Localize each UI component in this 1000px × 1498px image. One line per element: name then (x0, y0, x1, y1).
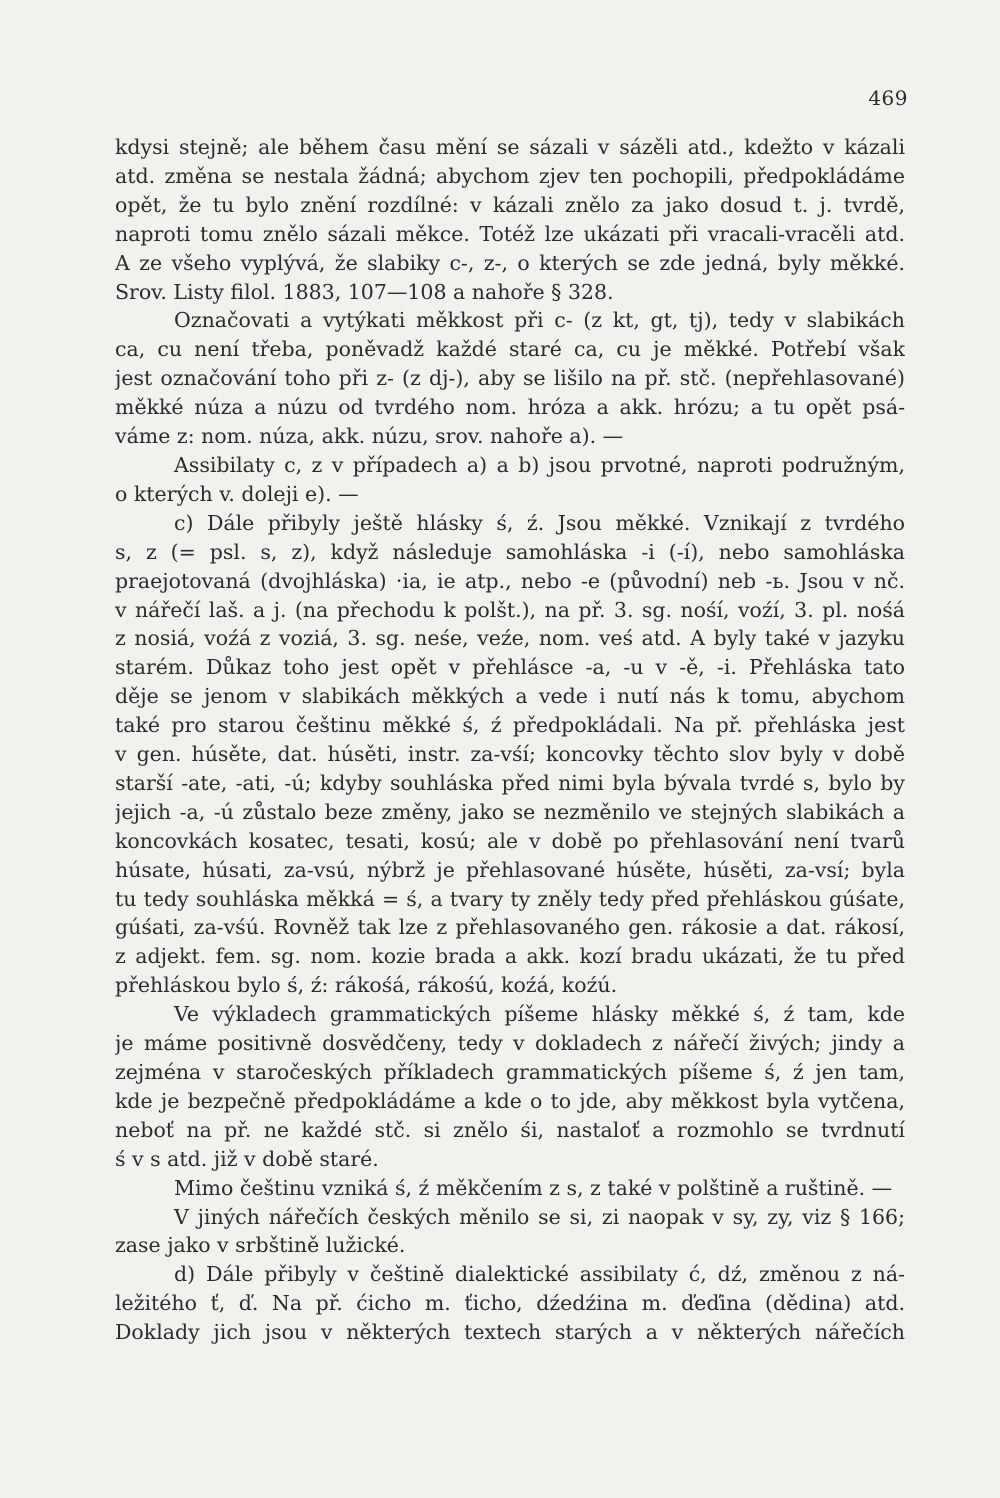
text-line: zejména v staročeských příkladech grammatických píšeme ś, ź jen tam, (115, 1060, 905, 1084)
text-line: také pro starou češtinu měkké ś, ź předpokládali. Na př. přehláska jest (115, 713, 905, 738)
text-line: ca, cu není třeba, poněvadž každé staré ca, cu je měkké. Potřebí však (115, 337, 905, 362)
text-line: z nosiá, voźá z voziá, 3. sg. neśe, veźe, nom. veś atd. A byly také v jazyku (115, 626, 905, 651)
text-line: Mimo češtinu vzniká ś, ź měkčením z s, z také v polštině a ruštině. — (174, 1175, 893, 1200)
text-line: s, z (= psl. s, z), když následuje samohláska -i (-í), nebo samohláska (115, 539, 905, 564)
text-line: z adjekt. fem. sg. nom. kozie brada a akk. kozí bradu ukázati, že tu před (115, 944, 905, 969)
text-line: koncovkách kosatec, tesati, kosú; ale v době po přehlasování není tvarů (115, 828, 905, 853)
text-line: Označovati a vytýkati měkkost při c- (z kt, gt, tj), tedy v slabikách (174, 308, 905, 333)
text-line: jest označování toho při z- (z dj-), aby se lišilo na př. stč. (nepřehlasované) (115, 366, 905, 391)
text-line: je máme positivně dosvědčeny, tedy v dokladech z nářečí živých; jindy a (115, 1031, 905, 1056)
text-line: děje se jenom v slabikách měkkých a vede i nutí nás k tomu, abychom (115, 684, 905, 709)
text-line: d) Dále přibyly v češtině dialektické assibilaty ć, dź, změnou z ná- (174, 1262, 905, 1287)
text-line: starší -ate, -ati, -ú; kdyby souhláska před nimi byla bývala tvrdé s, bylo by (115, 770, 905, 795)
text-line: kdysi stejně; ale během času mění se sázali v sázěli atd., kdežto v kázali (115, 135, 905, 159)
text-line: V jiných nářečích českých měnilo se si, zi naopak v sy, zy, viz § 166; (174, 1204, 905, 1229)
text-line: ś v s atd. již v době staré. (115, 1146, 379, 1171)
text-line: váme z: nom. núza, akk. núzu, srov. nahoře a). — (115, 424, 624, 449)
body-text (115, 133, 905, 1347)
text-line: měkké núza a núzu od tvrdého nom. hróza a akk. hrózu; a tu opět psá- (115, 395, 905, 420)
text-line: A ze všeho vyplývá, že slabiky c-, z-, o kterých se zde jedná, byly měkké. (115, 250, 905, 275)
text-line: Assibilaty c, z v případech a) a b) jsou prvotné, naproti podružným, (174, 452, 905, 477)
text-line: naproti tomu znělo sázali měkce. Totéž lze ukázati při vracali-vracěli atd. (115, 221, 905, 246)
text-line: Ve výkladech grammatických píšeme hlásky měkké ś, ź tam, kde (174, 1002, 905, 1027)
page-number: 469 (868, 86, 908, 110)
text-line: gúśati, za-vśú. Rovněž tak lze z přehlasovaného gen. rákosie a dat. rákosí, (115, 915, 905, 940)
text-line: ležitého ť, ď. Na př. ćicho m. ťicho, dźedźina m. ďeďina (dědina) atd. (115, 1291, 905, 1316)
text-line: kde je bezpečně předpokládáme a kde o to jde, aby měkkost byla vytčena, (115, 1088, 905, 1113)
text-line: atd. změna se nestala žádná; abychom zjev ten pochopili, předpokládáme (115, 163, 905, 188)
text-line: c) Dále přibyly ještě hlásky ś, ź. Jsou měkké. Vznikají z tvrdého (174, 510, 905, 535)
text-line: tu tedy souhláska měkká = ś, a tvary ty zněly tedy před přehláskou gúśate, (115, 886, 905, 911)
text-line: jejich -a, -ú zůstalo beze změny, jako se nezměnilo ve stejných slabikách a (115, 799, 905, 824)
text-line: Srov. Listy filol. 1883, 107—108 a nahoře § 328. (115, 279, 614, 304)
text-line: přehláskou bylo ś, ź: rákośá, rákośú, koźá, koźú. (115, 973, 618, 998)
text-line: v gen. húsěte, dat. húsěti, instr. za-vśí; koncovky těchto slov byly v době (115, 742, 905, 767)
text-line: praejotovaná (dvojhláska) ·ia, ie atp., nebo -e (původní) neb -ь. Jsou v nč. (115, 568, 905, 593)
text-line: húsate, húsati, za-vsú, nýbrž je přehlasované húsěte, húsěti, za-vsí; byla (115, 857, 905, 882)
text-line: neboť na př. ne každé stč. si znělo śi, nastaloť a rozmohlo se tvrdnutí (115, 1117, 905, 1142)
text-line: o kterých v. doleji e). — (115, 481, 359, 506)
text-line: opět, že tu bylo znění rozdílné: v kázali znělo za jako dosud t. j. tvrdě, (115, 192, 905, 217)
text-line: v nářečí laš. a j. (na přechodu k polšt.), na př. 3. sg. nośí, voźí, 3. pl. nośá (115, 597, 905, 622)
text-line: zase jako v srbštině lužické. (115, 1233, 406, 1258)
text-line: Doklady jich jsou v některých textech starých a v některých nářečích (115, 1320, 905, 1345)
text-line: starém. Důkaz toho jest opět v přehlásce -a, -u v -ě, -i. Přehláska tato (115, 655, 905, 680)
